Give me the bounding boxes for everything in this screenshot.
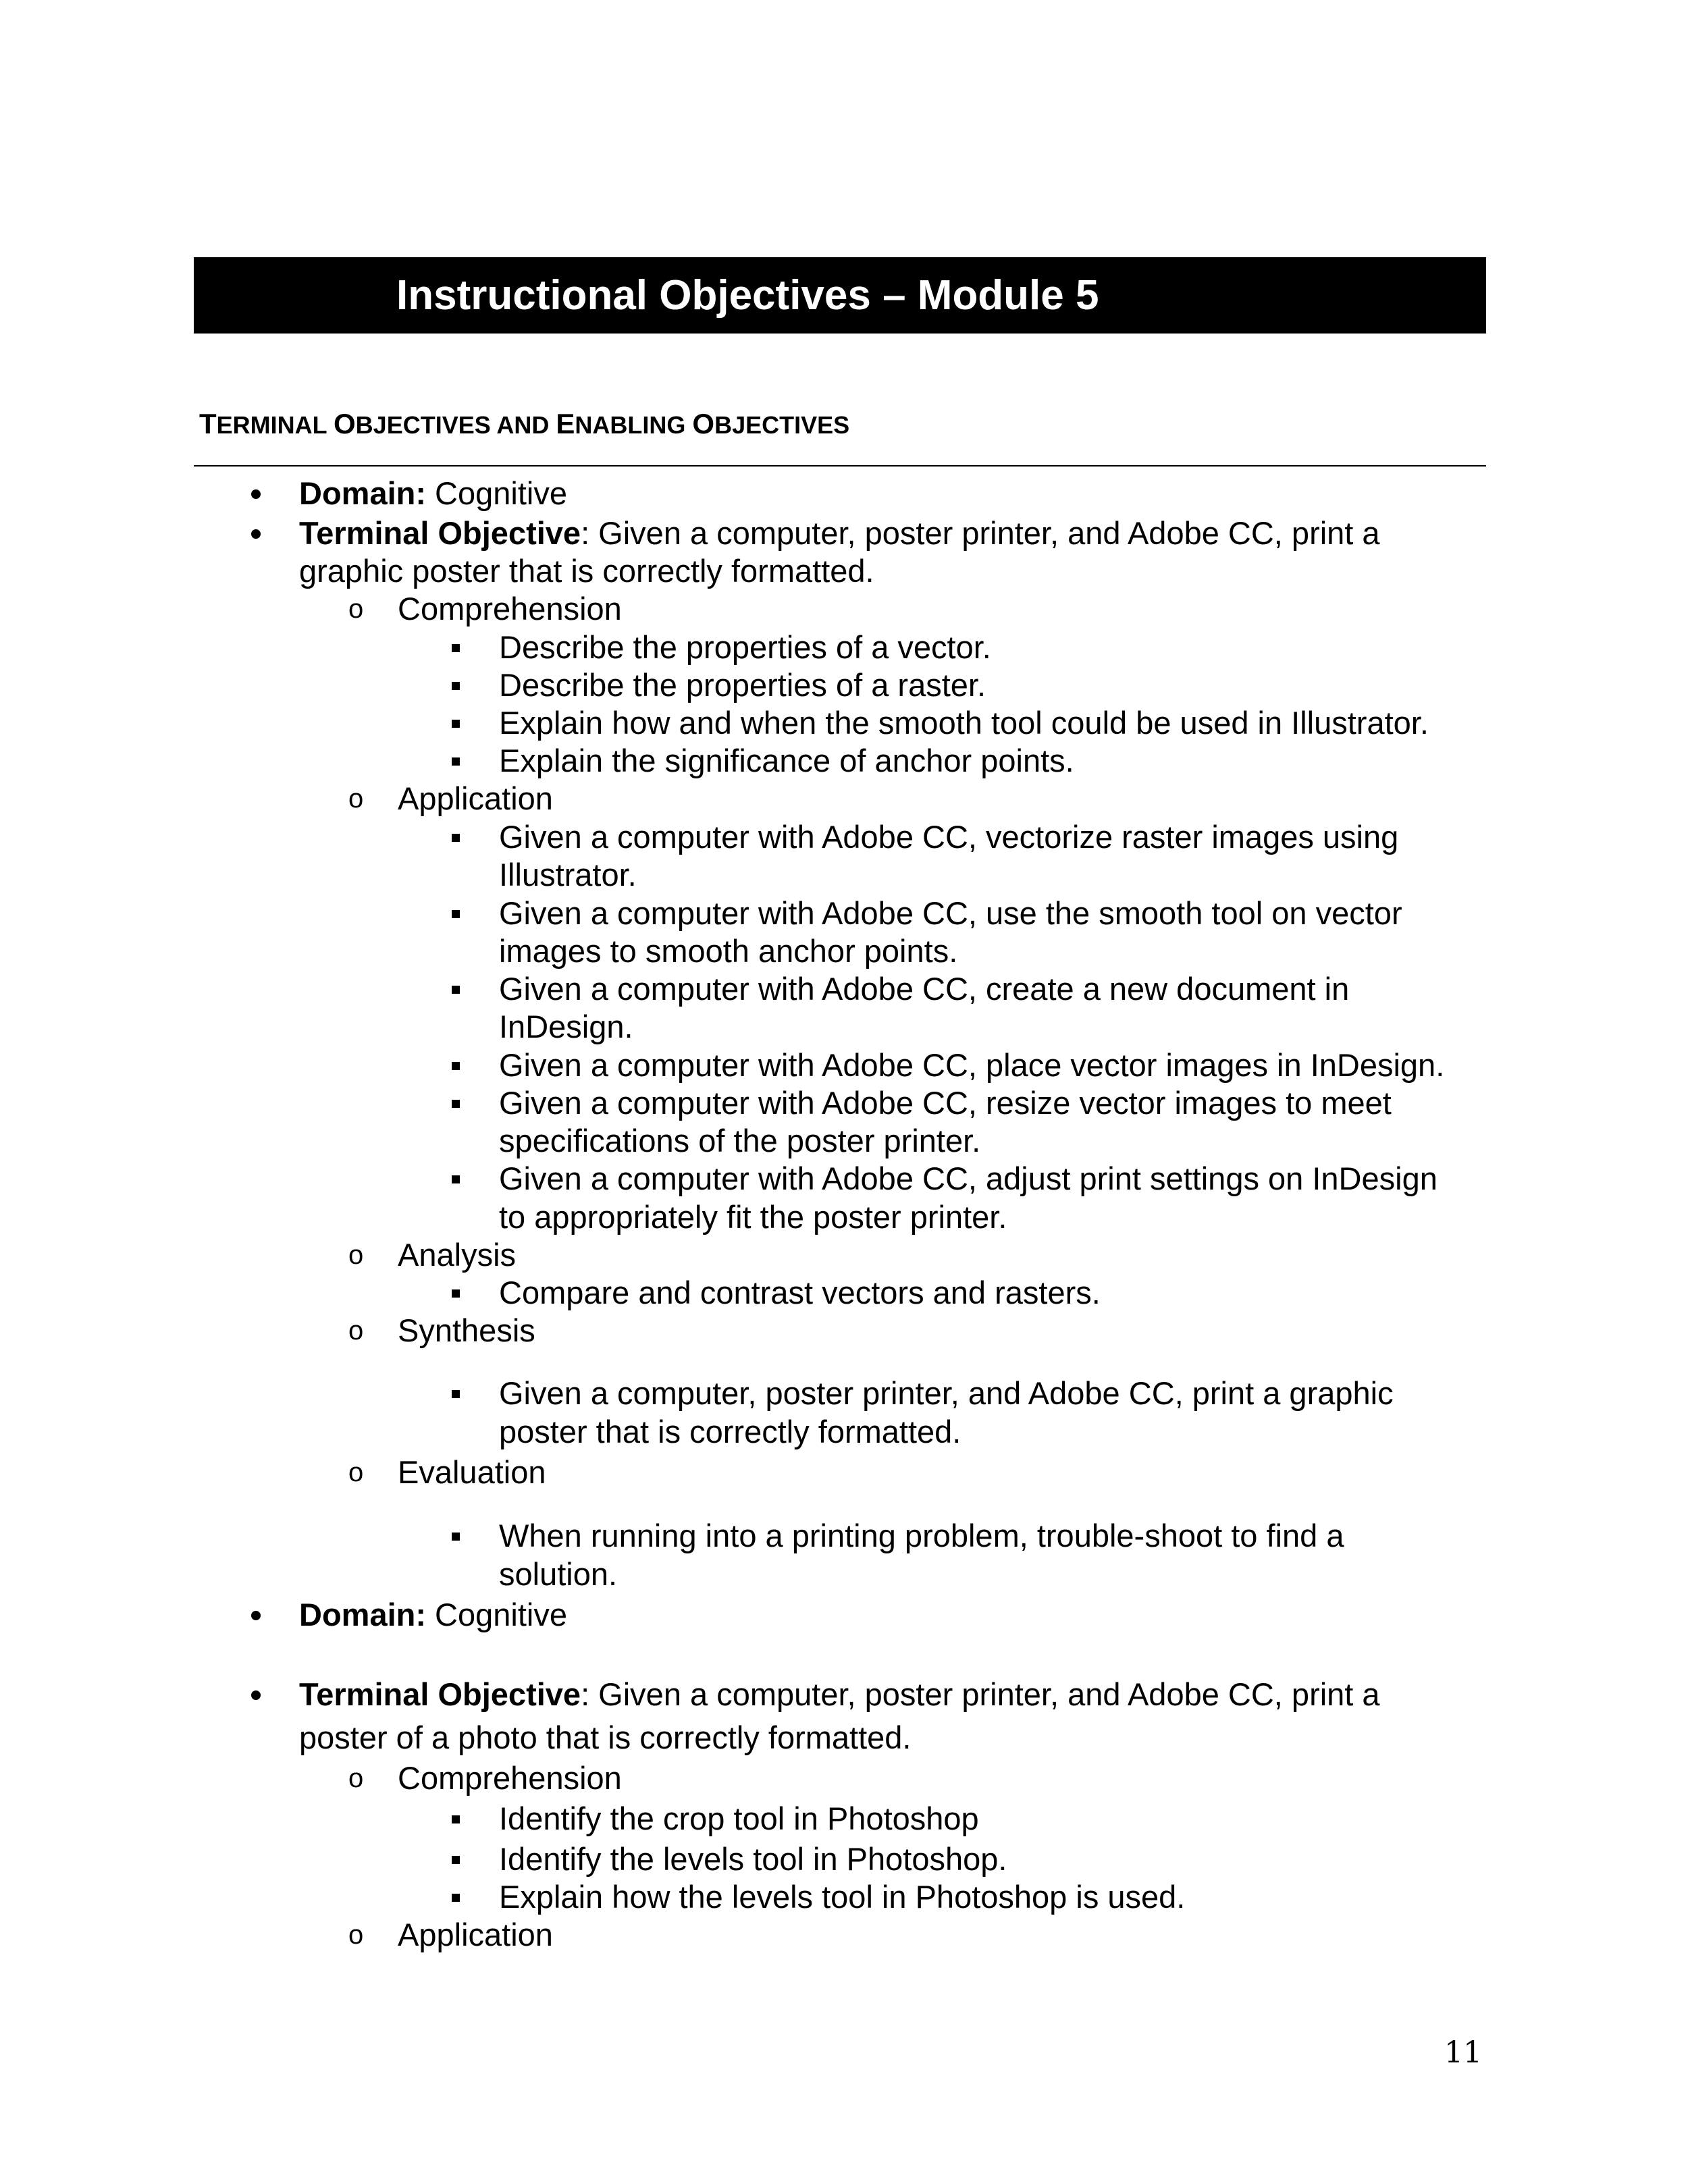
square-bullet — [452, 834, 460, 842]
square-bullet — [452, 1815, 460, 1823]
enabling-objective: Compare and contrast vectors and rasters. — [499, 1275, 1101, 1310]
enabling-objective: When running into a printing problem, trouble-shoot to find a — [499, 1518, 1344, 1553]
square-bullet — [452, 1100, 460, 1108]
bullet-dot — [251, 529, 261, 539]
square-bullet — [452, 910, 460, 918]
domain-label: Domain: — [299, 1597, 426, 1632]
hollow-bullet: o — [348, 594, 364, 624]
terminal-objective-line — [299, 514, 1380, 552]
square-bullet — [452, 1390, 460, 1398]
hollow-bullet: o — [348, 1240, 364, 1270]
heading-cap: O — [692, 408, 715, 440]
square-bullet — [452, 1289, 460, 1298]
hollow-bullet: o — [348, 1316, 364, 1346]
square-bullet — [452, 644, 460, 652]
heading-cap: E — [556, 408, 575, 440]
terminal-objective-text: poster of a photo that is correctly formatted. — [299, 1720, 912, 1755]
heading-small: BJECTIVES AND — [355, 411, 556, 439]
square-bullet — [452, 1175, 460, 1183]
level-name: Application — [398, 780, 553, 816]
enabling-objective: specifications of the poster printer. — [499, 1123, 981, 1158]
enabling-objective: Explain how and when the smooth tool could be used in Illustrator. — [499, 705, 1429, 741]
enabling-objective: InDesign. — [499, 1009, 633, 1044]
enabling-objective: Identify the levels tool in Photoshop. — [499, 1841, 1007, 1877]
domain-value: Cognitive — [426, 475, 567, 511]
square-bullet — [452, 986, 460, 994]
square-bullet — [452, 1856, 460, 1864]
square-bullet — [452, 720, 460, 728]
square-bullet — [452, 1894, 460, 1902]
level-name: Evaluation — [398, 1454, 546, 1490]
enabling-objective: to appropriately fit the poster printer. — [499, 1199, 1007, 1235]
square-bullet — [452, 682, 460, 690]
page-number: 11 — [1444, 2035, 1482, 2070]
page-title: Instructional Objectives – Module 5 — [396, 272, 1099, 319]
enabling-objective: Given a computer with Adobe CC, resize vector images to meet — [499, 1085, 1392, 1121]
level-name: Comprehension — [398, 591, 622, 627]
enabling-objective: Given a computer with Adobe CC, vectorize raster images using — [499, 819, 1399, 855]
heading-small: BJECTIVES — [714, 411, 850, 439]
terminal-objective-label: Terminal Objective — [299, 1676, 581, 1712]
hollow-bullet: o — [348, 1763, 364, 1793]
enabling-objective: Explain the significance of anchor points. — [499, 743, 1074, 778]
enabling-objective: Describe the properties of a vector. — [499, 629, 991, 665]
level-name: Analysis — [398, 1237, 517, 1273]
level-name: Application — [398, 1917, 553, 1952]
terminal-objective-text: : Given a computer, poster printer, and Adobe CC, print a — [581, 515, 1380, 551]
heading-small: ERMINAL — [216, 411, 334, 439]
terminal-objective-label: Terminal Objective — [299, 515, 581, 551]
domain-label: Domain: — [299, 475, 426, 511]
level-name: Comprehension — [398, 1760, 622, 1796]
enabling-objective: Explain how the levels tool in Photoshop is used. — [499, 1879, 1186, 1915]
enabling-objective: Given a computer, poster printer, and Adobe CC, print a graphic — [499, 1375, 1394, 1411]
hollow-bullet: o — [348, 1920, 364, 1950]
enabling-objective: Given a computer with Adobe CC, place vector images in InDesign. — [499, 1047, 1445, 1083]
terminal-objective-text: graphic poster that is correctly formatted. — [299, 553, 874, 589]
square-bullet — [452, 1062, 460, 1070]
level-name: Synthesis — [398, 1312, 535, 1348]
bullet-dot — [251, 489, 261, 499]
enabling-objective: Given a computer with Adobe CC, use the smooth tool on vector — [499, 895, 1402, 931]
heading-small: NABLING — [575, 411, 693, 439]
domain-value: Cognitive — [426, 1597, 567, 1632]
square-bullet — [452, 1533, 460, 1541]
bullet-dot — [251, 1611, 261, 1620]
enabling-objective: Given a computer with Adobe CC, adjust print settings on InDesign — [499, 1161, 1438, 1196]
domain-line — [299, 1596, 567, 1634]
heading-cap: T — [199, 408, 217, 440]
square-bullet — [452, 757, 460, 766]
terminal-objective-text: : Given a computer, poster printer, and Adobe CC, print a — [581, 1676, 1380, 1712]
enabling-objective: Illustrator. — [499, 857, 637, 893]
hollow-bullet: o — [348, 784, 364, 814]
enabling-objective: poster that is correctly formatted. — [499, 1414, 961, 1449]
bullet-dot — [251, 1690, 261, 1700]
terminal-objective-line — [299, 1676, 1380, 1713]
enabling-objective: Identify the crop tool in Photoshop — [499, 1801, 979, 1836]
enabling-objective: Given a computer with Adobe CC, create a new document in — [499, 971, 1350, 1007]
enabling-objective: solution. — [499, 1556, 618, 1592]
hollow-bullet: o — [348, 1458, 364, 1487]
enabling-objective: images to smooth anchor points. — [499, 933, 958, 969]
enabling-objective: Describe the properties of a raster. — [499, 667, 986, 703]
heading-cap: O — [334, 408, 356, 440]
domain-line — [299, 475, 567, 512]
